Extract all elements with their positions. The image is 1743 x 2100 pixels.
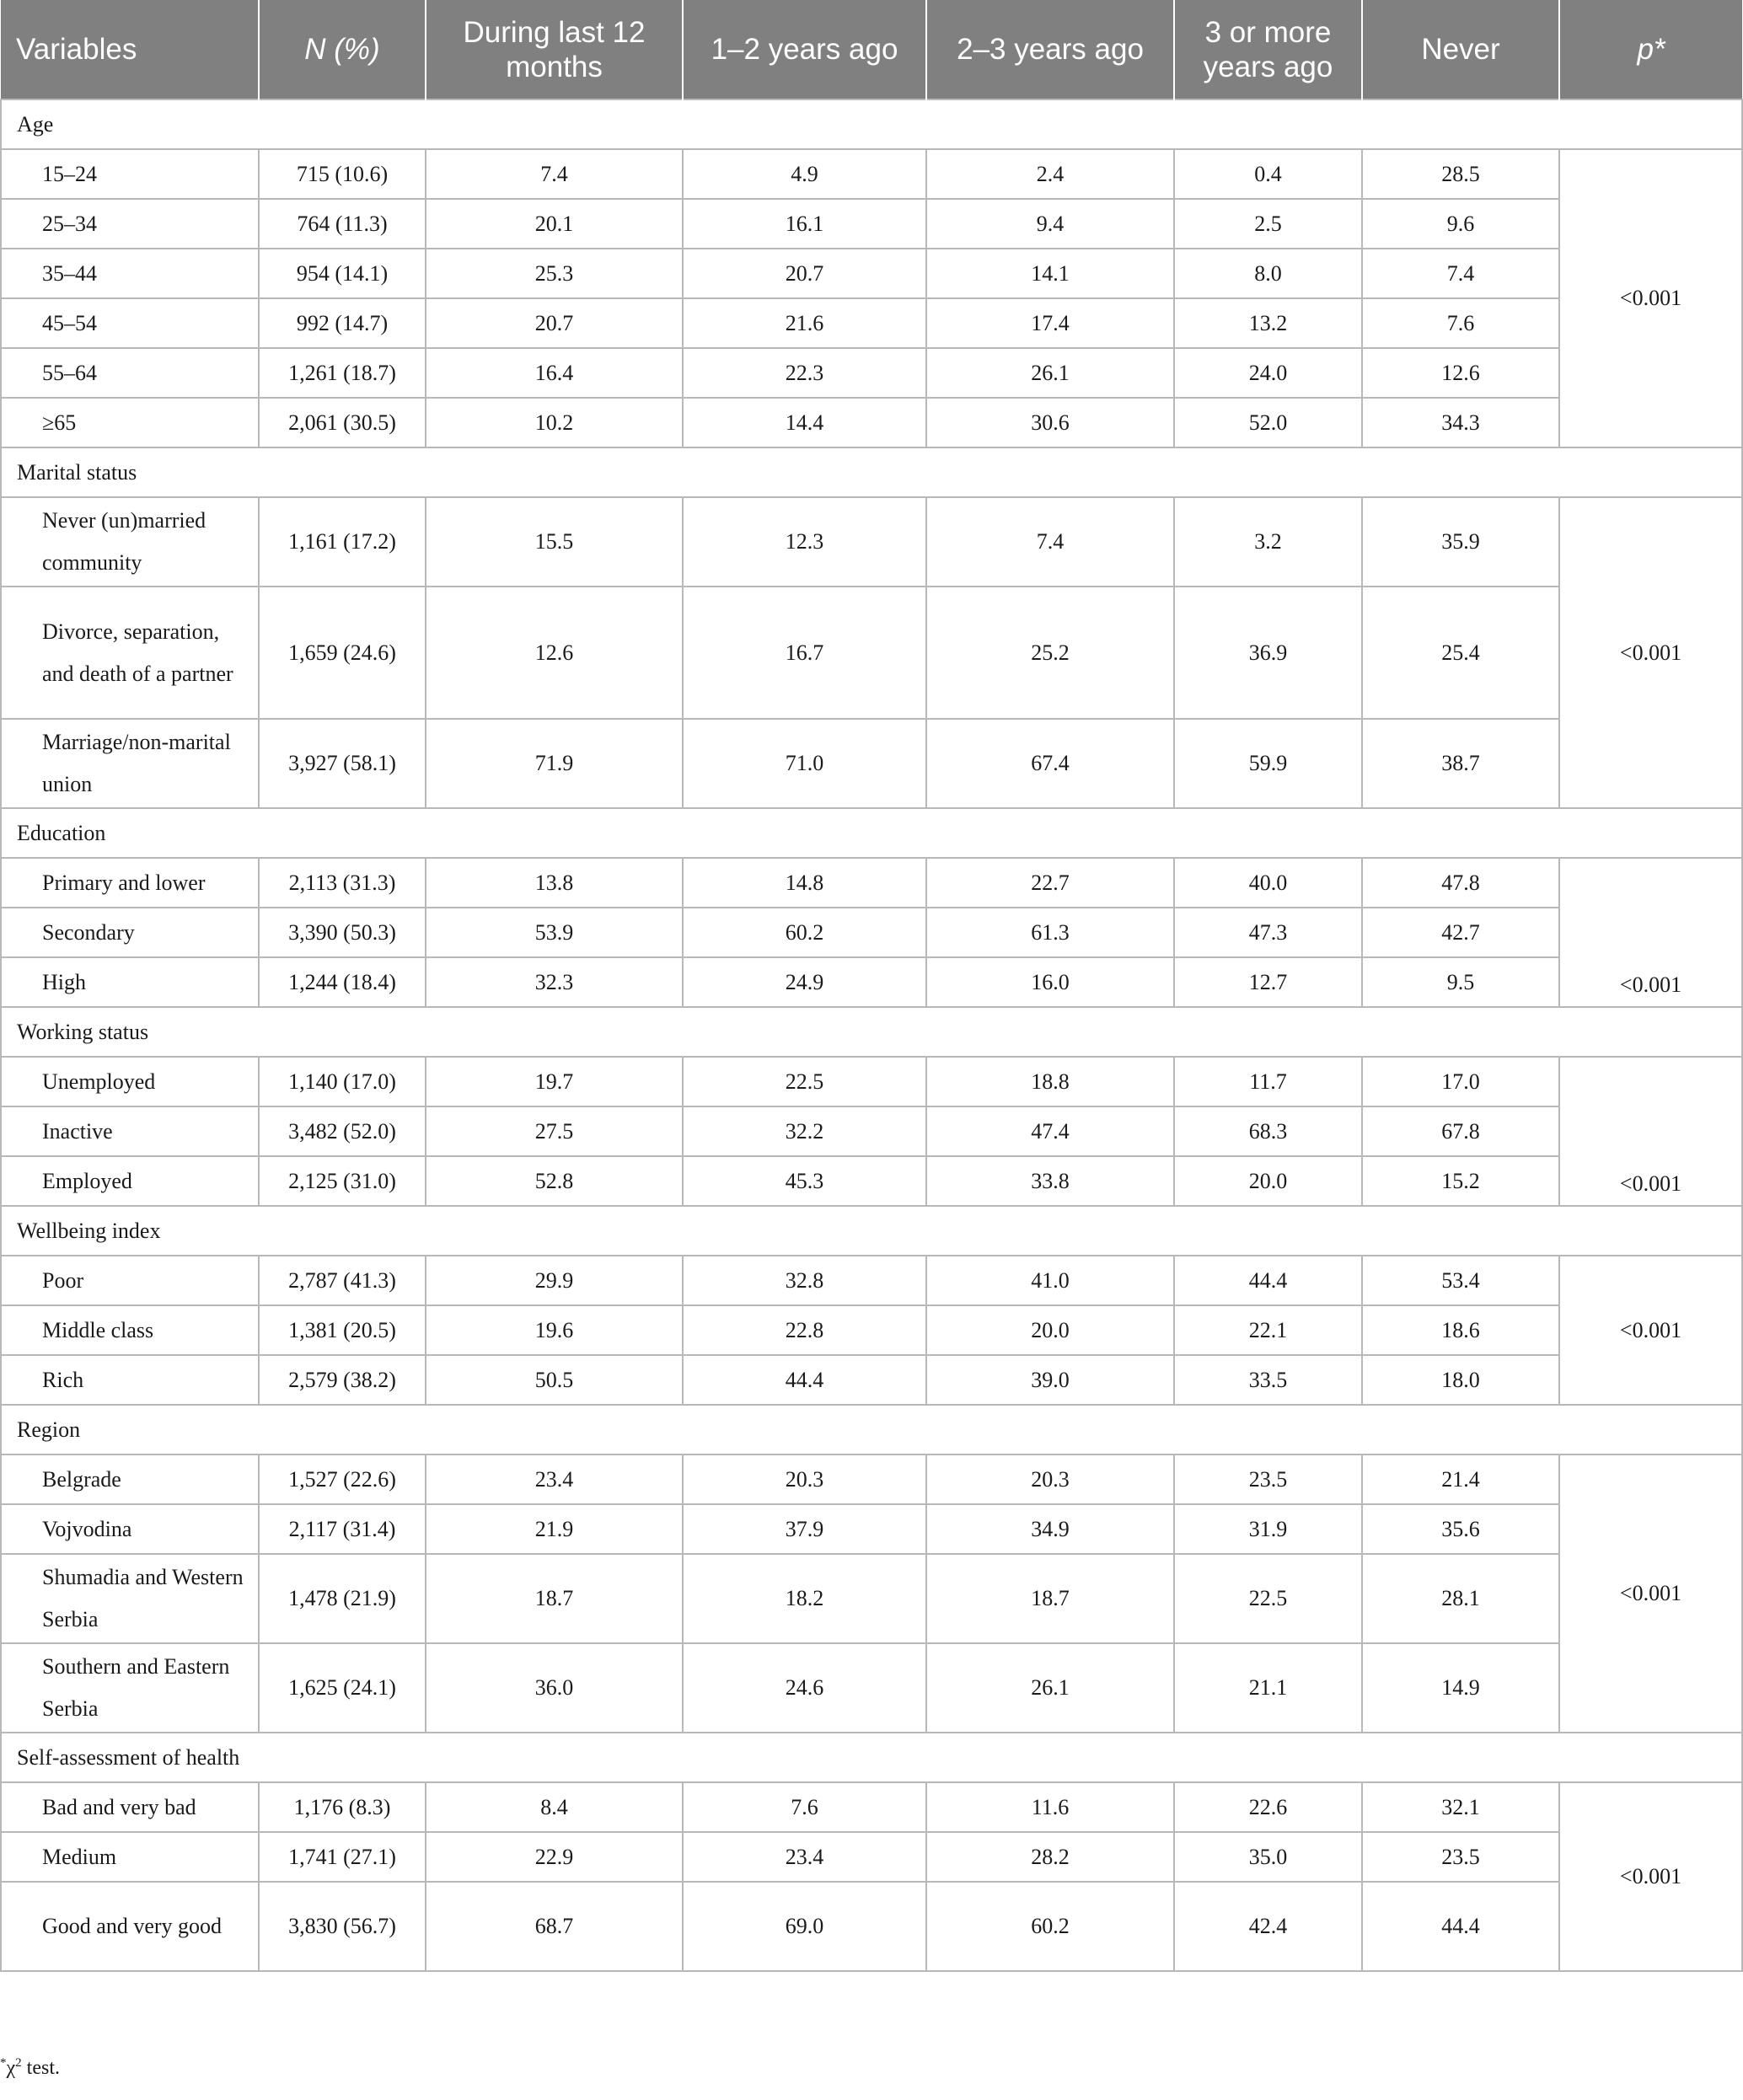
cell-value: 36.9: [1174, 587, 1362, 719]
cell-value: 4.9: [683, 149, 926, 199]
table-row: [1, 1643, 1742, 1733]
table-row: [1, 1504, 1742, 1554]
table-row: [1, 348, 1742, 398]
cell-value: 19.6: [426, 1305, 683, 1355]
cell-value: 16.1: [683, 199, 926, 249]
cell-value: 12.7: [1174, 957, 1362, 1007]
cell-n: 1,625 (24.1): [259, 1643, 426, 1733]
cell-value: 23.5: [1174, 1454, 1362, 1504]
cell-value: 21.9: [426, 1504, 683, 1554]
row-label: Never (un)married community: [1, 497, 259, 587]
cell-value: 22.7: [926, 858, 1174, 908]
cell-value: 44.4: [1174, 1256, 1362, 1305]
cell-value: 15.5: [426, 497, 683, 587]
table-row: [1, 1355, 1742, 1405]
header-variables: Variables: [1, 0, 259, 99]
row-label: Southern and Eastern Serbia: [1, 1643, 259, 1733]
row-label: 25–34: [1, 199, 259, 249]
row-label: Marriage/non-marital union: [1, 719, 259, 808]
table-row: [1, 497, 1742, 587]
table-row: [1, 1256, 1742, 1305]
table-row: [1, 149, 1742, 199]
group-title: Education: [1, 808, 1742, 858]
cell-value: 40.0: [1174, 858, 1362, 908]
table-row: [1, 1057, 1742, 1106]
cell-value: 32.1: [1362, 1782, 1559, 1832]
cell-value: 53.9: [426, 908, 683, 957]
cell-value: 18.0: [1362, 1355, 1559, 1405]
cell-n: 992 (14.7): [259, 298, 426, 348]
cell-n: 3,482 (52.0): [259, 1106, 426, 1156]
cell-p-value: <0.001: [1559, 1256, 1742, 1405]
cell-value: 35.0: [1174, 1832, 1362, 1882]
cell-value: 14.4: [683, 398, 926, 447]
cell-value: 20.3: [926, 1454, 1174, 1504]
cell-value: 44.4: [683, 1355, 926, 1405]
cell-p-value: <0.001: [1559, 1057, 1742, 1206]
cell-value: 3.2: [1174, 497, 1362, 587]
cell-value: 26.1: [926, 1643, 1174, 1733]
cell-value: 33.5: [1174, 1355, 1362, 1405]
group-title: Marital status: [1, 447, 1742, 497]
cell-p-value: <0.001: [1559, 1454, 1742, 1733]
header-p: [1559, 0, 1742, 99]
table-row: [1, 858, 1742, 908]
footnote: [0, 2056, 60, 2080]
cell-value: 2.4: [926, 149, 1174, 199]
cell-value: 13.2: [1174, 298, 1362, 348]
cell-value: 39.0: [926, 1355, 1174, 1405]
cell-value: 26.1: [926, 348, 1174, 398]
cell-value: 20.7: [683, 249, 926, 298]
cell-n: 3,830 (56.7): [259, 1882, 426, 1971]
cell-value: 8.4: [426, 1782, 683, 1832]
table-row: [1, 1305, 1742, 1355]
row-label: Good and very good: [1, 1882, 259, 1971]
cell-value: 33.8: [926, 1156, 1174, 1206]
group-row: [1, 1405, 1742, 1454]
row-label: Inactive: [1, 1106, 259, 1156]
cell-value: 7.6: [1362, 298, 1559, 348]
cell-value: 22.8: [683, 1305, 926, 1355]
table-row: [1, 199, 1742, 249]
cell-value: 17.0: [1362, 1057, 1559, 1106]
cell-n: 764 (11.3): [259, 199, 426, 249]
cell-value: 27.5: [426, 1106, 683, 1156]
row-label: Rich: [1, 1355, 259, 1405]
cell-value: 22.1: [1174, 1305, 1362, 1355]
cell-value: 14.1: [926, 249, 1174, 298]
cell-value: 20.0: [926, 1305, 1174, 1355]
group-row: [1, 1206, 1742, 1256]
cell-p-value: <0.001: [1559, 858, 1742, 1007]
table-row: [1, 1454, 1742, 1504]
cell-value: 67.8: [1362, 1106, 1559, 1156]
table-row: [1, 298, 1742, 348]
cell-n: 1,244 (18.4): [259, 957, 426, 1007]
group-row: [1, 808, 1742, 858]
cell-value: 24.6: [683, 1643, 926, 1733]
header-row: [1, 0, 1742, 99]
table-row: [1, 1882, 1742, 1971]
table-row: [1, 1832, 1742, 1882]
cell-n: 1,659 (24.6): [259, 587, 426, 719]
cell-value: 16.7: [683, 587, 926, 719]
row-label: Employed: [1, 1156, 259, 1206]
cell-value: 18.8: [926, 1057, 1174, 1106]
header-3-plus-years: 3 or more years ago: [1174, 0, 1362, 99]
row-label: Middle class: [1, 1305, 259, 1355]
cell-value: 11.7: [1174, 1057, 1362, 1106]
cell-value: 13.8: [426, 858, 683, 908]
cell-value: 24.9: [683, 957, 926, 1007]
row-label: Bad and very bad: [1, 1782, 259, 1832]
cell-value: 41.0: [926, 1256, 1174, 1305]
row-label: Poor: [1, 1256, 259, 1305]
cell-value: 31.9: [1174, 1504, 1362, 1554]
cell-value: 9.4: [926, 199, 1174, 249]
cell-value: 52.0: [1174, 398, 1362, 447]
cell-value: 10.2: [426, 398, 683, 447]
cell-n: 1,381 (20.5): [259, 1305, 426, 1355]
cell-value: 23.5: [1362, 1832, 1559, 1882]
cell-value: 71.9: [426, 719, 683, 808]
cell-value: 11.6: [926, 1782, 1174, 1832]
cell-value: 25.4: [1362, 587, 1559, 719]
cell-value: 21.4: [1362, 1454, 1559, 1504]
group-row: [1, 1007, 1742, 1057]
cell-value: 7.4: [426, 149, 683, 199]
cell-value: 23.4: [426, 1454, 683, 1504]
cell-value: 34.3: [1362, 398, 1559, 447]
table-row: [1, 587, 1742, 719]
cell-value: 28.2: [926, 1832, 1174, 1882]
table-row: [1, 398, 1742, 447]
cell-p-value: <0.001: [1559, 497, 1742, 808]
header-p-text: p*: [1637, 33, 1665, 66]
row-label: Divorce, separation, and death of a partner: [1, 587, 259, 719]
cell-value: 7.4: [1362, 249, 1559, 298]
cell-value: 22.5: [683, 1057, 926, 1106]
cell-value: 18.2: [683, 1554, 926, 1643]
row-label: Primary and lower: [1, 858, 259, 908]
table-row: [1, 1106, 1742, 1156]
cell-value: 20.1: [426, 199, 683, 249]
table-row: [1, 719, 1742, 808]
cell-value: 25.3: [426, 249, 683, 298]
cell-value: 22.3: [683, 348, 926, 398]
cell-value: 30.6: [926, 398, 1174, 447]
cell-value: 52.8: [426, 1156, 683, 1206]
cell-n: 2,579 (38.2): [259, 1355, 426, 1405]
cell-value: 42.4: [1174, 1882, 1362, 1971]
group-title: Self-assessment of health: [1, 1733, 1742, 1782]
cell-value: 61.3: [926, 908, 1174, 957]
footnote-mark: *: [0, 2056, 7, 2070]
cell-value: 34.9: [926, 1504, 1174, 1554]
cell-value: 16.0: [926, 957, 1174, 1007]
cell-value: 24.0: [1174, 348, 1362, 398]
cell-n: 1,478 (21.9): [259, 1554, 426, 1643]
row-label: Secondary: [1, 908, 259, 957]
table-row: [1, 1156, 1742, 1206]
cell-value: 37.9: [683, 1504, 926, 1554]
cell-value: 9.5: [1362, 957, 1559, 1007]
cell-value: 36.0: [426, 1643, 683, 1733]
cell-value: 21.6: [683, 298, 926, 348]
cell-value: 14.9: [1362, 1643, 1559, 1733]
cell-p-value: <0.001: [1559, 1782, 1742, 1971]
cell-value: 29.9: [426, 1256, 683, 1305]
cell-value: 12.6: [1362, 348, 1559, 398]
table-row: [1, 908, 1742, 957]
cell-value: 23.4: [683, 1832, 926, 1882]
row-label: Unemployed: [1, 1057, 259, 1106]
cell-value: 20.7: [426, 298, 683, 348]
group-row: [1, 1733, 1742, 1782]
cell-n: 2,061 (30.5): [259, 398, 426, 447]
cell-value: 69.0: [683, 1882, 926, 1971]
cell-value: 16.4: [426, 348, 683, 398]
cell-value: 47.4: [926, 1106, 1174, 1156]
row-label: High: [1, 957, 259, 1007]
cell-value: 32.3: [426, 957, 683, 1007]
row-label: 35–44: [1, 249, 259, 298]
header-n-text: N (%): [304, 33, 380, 66]
cell-value: 44.4: [1362, 1882, 1559, 1971]
group-row: [1, 447, 1742, 497]
cell-n: 1,176 (8.3): [259, 1782, 426, 1832]
cell-value: 60.2: [683, 908, 926, 957]
cell-value: 59.9: [1174, 719, 1362, 808]
cell-value: 9.6: [1362, 199, 1559, 249]
cell-value: 7.4: [926, 497, 1174, 587]
cell-value: 53.4: [1362, 1256, 1559, 1305]
row-label: 15–24: [1, 149, 259, 199]
table-row: [1, 957, 1742, 1007]
cell-p-value: <0.001: [1559, 149, 1742, 447]
cell-value: 20.0: [1174, 1156, 1362, 1206]
cell-n: 2,113 (31.3): [259, 858, 426, 908]
header-n: [259, 0, 426, 99]
cell-value: 18.7: [426, 1554, 683, 1643]
cell-value: 2.5: [1174, 199, 1362, 249]
cell-value: 35.6: [1362, 1504, 1559, 1554]
cell-n: 715 (10.6): [259, 149, 426, 199]
cell-value: 20.3: [683, 1454, 926, 1504]
cell-value: 22.9: [426, 1832, 683, 1882]
row-label: 45–54: [1, 298, 259, 348]
cell-n: 2,117 (31.4): [259, 1504, 426, 1554]
cell-value: 60.2: [926, 1882, 1174, 1971]
cell-value: 45.3: [683, 1156, 926, 1206]
cell-n: 2,125 (31.0): [259, 1156, 426, 1206]
row-label: Medium: [1, 1832, 259, 1882]
cell-value: 25.2: [926, 587, 1174, 719]
table-row: [1, 1554, 1742, 1643]
cell-value: 18.6: [1362, 1305, 1559, 1355]
cell-n: 3,390 (50.3): [259, 908, 426, 957]
cell-n: 1,741 (27.1): [259, 1832, 426, 1882]
group-title: Age: [1, 99, 1742, 149]
cell-value: 19.7: [426, 1057, 683, 1106]
cell-value: 28.5: [1362, 149, 1559, 199]
cell-value: 22.6: [1174, 1782, 1362, 1832]
footnote-text: test.: [21, 2057, 60, 2079]
cell-value: 47.3: [1174, 908, 1362, 957]
table-body: [1, 99, 1742, 1971]
header-1-2-years: 1–2 years ago: [683, 0, 926, 99]
header-last-12-months: During last 12 months: [426, 0, 683, 99]
table-row: [1, 1782, 1742, 1832]
cell-value: 0.4: [1174, 149, 1362, 199]
row-label: Belgrade: [1, 1454, 259, 1504]
cell-n: 2,787 (41.3): [259, 1256, 426, 1305]
cell-value: 38.7: [1362, 719, 1559, 808]
group-title: Wellbeing index: [1, 1206, 1742, 1256]
cell-value: 71.0: [683, 719, 926, 808]
cell-value: 28.1: [1362, 1554, 1559, 1643]
cell-n: 1,261 (18.7): [259, 348, 426, 398]
row-label: ≥65: [1, 398, 259, 447]
footnote-sup: 2: [15, 2056, 22, 2070]
cell-n: 1,527 (22.6): [259, 1454, 426, 1504]
row-label: 55–64: [1, 348, 259, 398]
table-row: [1, 249, 1742, 298]
cell-value: 7.6: [683, 1782, 926, 1832]
row-label: Vojvodina: [1, 1504, 259, 1554]
group-title: Working status: [1, 1007, 1742, 1057]
cell-value: 32.2: [683, 1106, 926, 1156]
cell-value: 21.1: [1174, 1643, 1362, 1733]
cell-value: 8.0: [1174, 249, 1362, 298]
cell-value: 68.3: [1174, 1106, 1362, 1156]
cell-value: 35.9: [1362, 497, 1559, 587]
cell-value: 32.8: [683, 1256, 926, 1305]
cell-value: 42.7: [1362, 908, 1559, 957]
cell-n: 3,927 (58.1): [259, 719, 426, 808]
cell-value: 67.4: [926, 719, 1174, 808]
header-2-3-years: 2–3 years ago: [926, 0, 1174, 99]
header-never: Never: [1362, 0, 1559, 99]
cell-value: 15.2: [1362, 1156, 1559, 1206]
cell-value: 68.7: [426, 1882, 683, 1971]
cell-n: 954 (14.1): [259, 249, 426, 298]
row-label: Shumadia and Western Serbia: [1, 1554, 259, 1643]
cell-value: 12.6: [426, 587, 683, 719]
cell-value: 18.7: [926, 1554, 1174, 1643]
cell-value: 17.4: [926, 298, 1174, 348]
group-row: [1, 99, 1742, 149]
cell-n: 1,161 (17.2): [259, 497, 426, 587]
cell-value: 14.8: [683, 858, 926, 908]
footnote-chi: χ: [6, 2057, 16, 2079]
cell-value: 22.5: [1174, 1554, 1362, 1643]
cell-value: 47.8: [1362, 858, 1559, 908]
cell-n: 1,140 (17.0): [259, 1057, 426, 1106]
cell-value: 50.5: [426, 1355, 683, 1405]
group-title: Region: [1, 1405, 1742, 1454]
cell-value: 12.3: [683, 497, 926, 587]
